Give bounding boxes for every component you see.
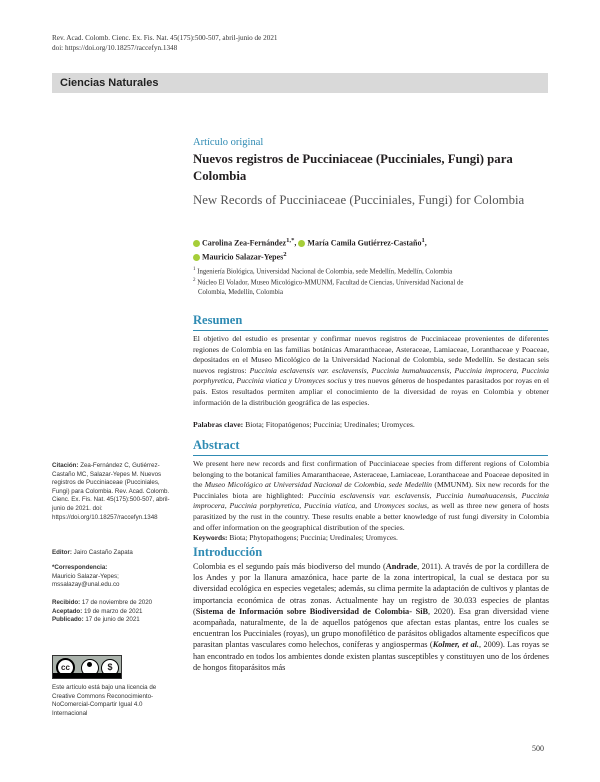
author-superscript: 1,* xyxy=(286,237,295,244)
section-divider xyxy=(193,330,548,331)
author-name[interactable]: Mauricio Salazar-Yepes xyxy=(202,252,284,262)
editor-block: Editor: Jairo Castaño Zapata xyxy=(52,549,133,556)
journal-doi-line: doi: https://doi.org/10.18257/raccefyn.1348 xyxy=(52,44,178,52)
affiliation-text: Núcleo El Volador, Museo Micológico-MMUNM, Facultad de Ciencias, Universidad Nacional de xyxy=(197,279,464,287)
orcid-icon[interactable] xyxy=(298,240,305,247)
affiliation-text: Colombia, Medellín, Colombia xyxy=(198,288,283,296)
title-spanish: Nuevos registros de Pucciniaceae (Pucciniales, Fungi) para Colombia xyxy=(193,152,513,183)
section-divider xyxy=(193,455,548,456)
author-superscript: 1 xyxy=(421,237,425,244)
resumen-keywords: Palabras clave: Biota; Fitopatógenos; Puccinia; Uredinales; Uromyces. xyxy=(193,420,415,429)
author-name[interactable]: María Camila Gutiérrez-Castaño xyxy=(307,238,422,248)
article-type: Artículo original xyxy=(193,137,264,148)
orcid-icon[interactable] xyxy=(193,254,200,261)
creative-commons-badge[interactable] xyxy=(52,655,122,679)
author-superscript: 2 xyxy=(283,251,287,259)
resumen-heading: Resumen xyxy=(193,313,243,327)
title-english: New Records of Pucciniaceae (Pucciniales, Fungi) for Colombia xyxy=(193,193,525,207)
resumen-text: El objetivo del estudio es presentar y confirmar nuevos registros de Pucciniaceae provenientes de diferentes regiones de Colombia en las familias botánicas Amaranthaceae, Asteraceae, Lamiaceae, Loranthaceae y Poaceae, depositados en el Museo Micológico de la Universidad Nacional de Colombia, sede Medellín. Se destacan seis nuevos registros: Puccinia esclavensis var. esclavensis, Puccinia humahuacensis, Puccinia improcera, Puccinia porphyretica, Puccinia viatica y Uromyces socius y tres nuevos géneros de hospedantes parasitados por royas en el país. Estos resultados permiten ampliar el conocimiento de la diversidad de royas en Colombia y obtener información de la distribución geográfica de las especies. xyxy=(193,334,549,407)
affiliation-2: $^2$ Núcleo El Volador, Museo Micológico-MMUNM, Facultad de Ciencias, Universidad Nacional de Colombia, Medellín, Colombia xyxy=(193,278,464,296)
page-number: 500 xyxy=(532,744,544,753)
abstract-heading: Abstract xyxy=(193,438,240,452)
cc-strip xyxy=(53,673,121,678)
citation-block: Citación: Zea-Fernández C, Gutiérrez-Castaño MC, Salazar-Yepes M. Nuevos registros de Pucciniaceae (Pucciniales, Fungi) para Colombia. Rev. Acad. Colomb. Cienc. Ex. Fis. Nat. 45(175):500-507, abril-junio de 2021. doi: https://doi.org/10.18257/raccefyn.1348 xyxy=(52,462,170,521)
correspondence-email[interactable]: mssalazay@unal.edu.co xyxy=(52,581,120,589)
author-list: Carolina Zea-Fernández$^{1,*}$, María Camila Gutiérrez-Castaño$^1$, Mauricio Salazar-Yepes$^2$ xyxy=(193,235,553,263)
journal-reference xyxy=(52,33,278,53)
orcid-icon[interactable] xyxy=(193,240,200,247)
journal-citation-line: Rev. Acad. Colomb. Cienc. Ex. Fis. Nat. 45(175):500-507, abril-junio de 2021 xyxy=(52,34,278,42)
intro-text: Colombia es el segundo país más biodiverso del mundo (Andrade, 2011). A través de por la cordillera de los Andes y por la llanura amazónica, hace parte de la zona intertropical, la cual se destaca por su diversidad ecológica en especies vegetales; además, su clima permite la adaptación de cultivos y plantas de importancia económica de otras zonas. Actualmente hay un registro de 30.033 especies de plantas (Sistema de Información sobre Biodiversidad de Colombia- SiB, 2020). Esa gran diversidad viene acompañada, naturalmente, de la de aquellos patógenos que afectan estas plantas, entre los cuales se encuentran los Pucciniales (royas), un grupo monofilético de parásitos obligados altamente específicos que parasitan plantas vasculares como helechos, coníferas y angiospermas (Kolmer, et al., 2009). Las royas se han encontrado en todos los ambientes donde existen plantas susceptibles y constituyen uno de los órdenes de hongos fitoparásitos más xyxy=(193,562,549,672)
abstract-keywords: Keywords: Biota; Phytopathogens; Puccinia; Uredinales; Uromyces. xyxy=(193,533,398,542)
intro-heading: Introducción xyxy=(193,545,263,559)
cc-icon: cc xyxy=(56,658,75,677)
correspondence-block: *Correspondencia: Mauricio Salazar-Yepes; mssalazay@unal.edu.co xyxy=(52,564,120,589)
author-name[interactable]: Carolina Zea-Fernández xyxy=(202,238,287,248)
affiliation-text: Ingeniería Biológica, Universidad Nacional de Colombia, sede Medellín, Medellín, Colombia xyxy=(197,268,453,276)
affiliation-1: $^1$ Ingeniería Biológica, Universidad Nacional de Colombia, sede Medellín, Medellín, Colombia xyxy=(193,267,453,276)
dates-block: Recibido: 17 de noviembre de 2020 Aceptado: 19 de marzo de 2021 Publicado: 17 de junio de 2021 xyxy=(52,599,153,624)
abstract-text: We present here new records and first confirmation of Pucciniaceae species from different regions of Colombia belonging to the botanical families Amaranthaceae, Asteraceae, Lamiaceae, Loranthaceae and Poaceae deposited in the Museo Micológico at Universidad Nacional de Colombia, sede Medellín (MMUNM). Six new records for the Pucciniales biota are highlighted: Puccinia esclavensis var. esclavensis, Puccinia humahuacensis, Puccinia improcera, Puccinia porphyretica, Puccinia viatica, and Uromyces socius, as well as three new genera of hosts parasitized by the rust in the country. These results enable a better knowledge of rust fungi diversity in Colombia and offer information on the geographical distribution of the species. xyxy=(193,459,549,532)
section-label: Ciencias Naturales xyxy=(60,77,159,89)
cc-nc-icon: $ xyxy=(101,659,119,677)
license-text: Este artículo está bajo una licencia de Creative Commons Reconocimiento-NoComercial-Compartir Igual 4.0 Internacional xyxy=(52,684,157,717)
section-band xyxy=(52,73,548,93)
